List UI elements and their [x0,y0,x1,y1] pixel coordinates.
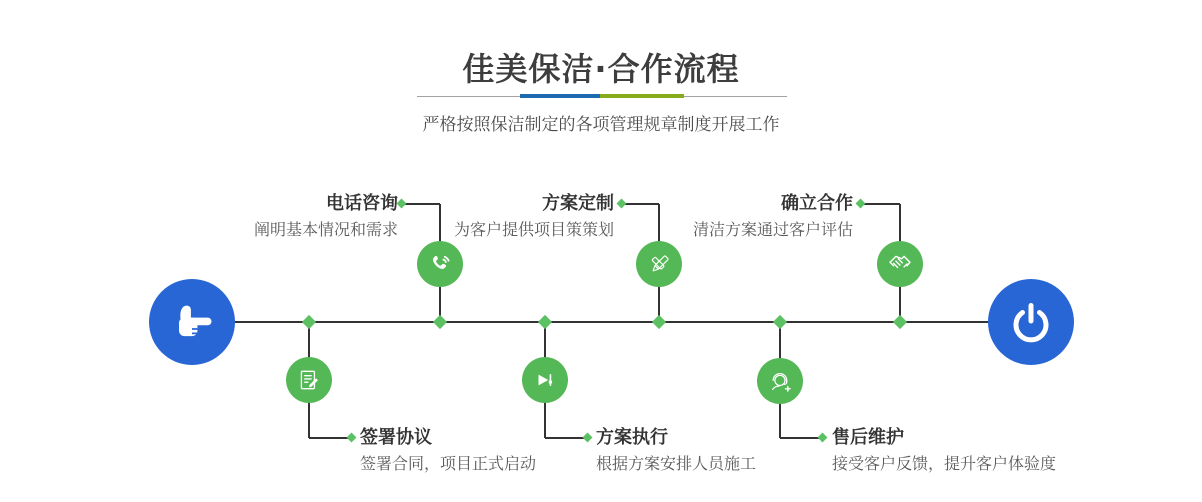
step-desc: 阐明基本情况和需求 [253,220,398,239]
page-title: 佳美保洁·合作流程 [462,50,740,88]
step-title: 签署协议 [360,427,432,448]
label-anchor-diamond [583,433,593,443]
axis-node-diamond [302,315,316,329]
step-label-plan-custom [454,192,614,241]
label-anchor-diamond [397,199,407,209]
step-node-plan-custom [636,241,682,287]
power-icon [1007,298,1055,346]
axis-node-diamond [893,315,907,329]
step-desc: 签署合同，项目正式启动 [360,454,537,473]
step-title: 确立合作 [781,193,853,214]
pointing-hand-icon [166,296,218,348]
phone-icon [427,251,454,278]
timeline-end-node [988,279,1074,365]
contract-pen-icon [296,367,322,393]
step-title: 售后维护 [832,427,904,448]
header-divider [417,96,787,97]
step-title: 方案定制 [542,193,614,214]
step-label-aftersales [832,426,1056,475]
step-node-phone-consult [417,241,463,287]
step-desc: 清洁方案通过客户评估 [692,220,853,239]
step-desc: 为客户提供项目策策划 [453,220,614,239]
axis-node-diamond [652,315,666,329]
step-node-sign-agreement [286,357,332,403]
label-anchor-diamond [617,199,627,209]
step-title: 电话咨询 [326,193,398,214]
label-anchor-diamond [856,199,866,209]
axis-node-diamond [773,315,787,329]
axis-node-diamond [433,315,447,329]
step-label-sign-agreement [360,426,536,475]
connector-horizontal [622,203,659,205]
headset-person-icon [767,368,794,395]
step-node-plan-execute [522,357,568,403]
step-label-phone-consult [254,192,398,241]
pencil-ruler-icon [646,251,673,278]
label-anchor-diamond [818,433,828,443]
step-desc: 接受客户反馈，提升客户体验度 [832,454,1057,473]
connector-horizontal [861,203,900,205]
step-title: 方案执行 [596,427,668,448]
axis-node-diamond [538,315,552,329]
page-subtitle: 严格按照保洁制定的各项管理规章制度开展工作 [422,115,780,135]
step-node-aftersales [757,358,803,404]
timeline-start-node [149,279,235,365]
step-desc: 根据方案安排人员施工 [596,454,757,473]
play-next-icon [532,367,558,393]
divider-blue-segment [520,94,600,98]
step-label-plan-execute [596,426,756,475]
label-anchor-diamond [347,433,357,443]
step-label-establish-coop [693,192,853,241]
header-divider-accent [520,94,684,98]
connector-horizontal [402,203,440,205]
step-node-establish-coop [877,241,923,287]
divider-green-segment [600,94,684,98]
handshake-icon [886,250,914,278]
